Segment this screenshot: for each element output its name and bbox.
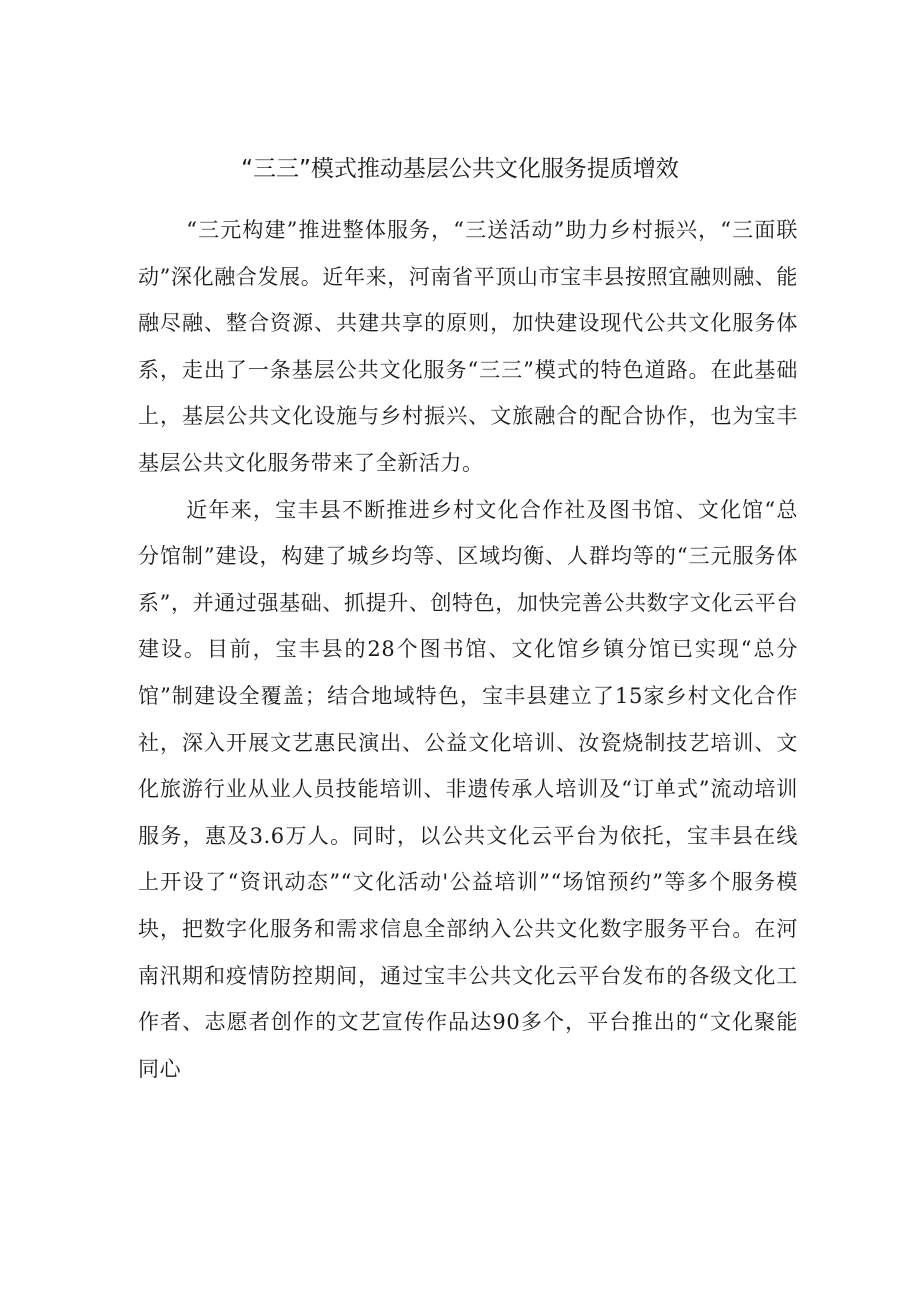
document-body: [138, 207, 798, 1092]
document-title: “三三”模式推动基层公共文化服务提质增效: [241, 156, 679, 183]
paragraph-2: 近年来，宝丰县不断推进乡村文化合作社及图书馆、文化馆“总分馆制”建设，构建了城乡均等、区域均衡、人群均等的“三元服务体系”，并通过强基础、抓提升、创特色，加快完善公共数字文化云平台建设。目前，宝丰县的28个图书馆、文化馆乡镇分馆已实现“总分馆”制建设全覆盖；结合地域特色，宝丰县建立了15家乡村文化合作社，深入开展文艺惠民演出、公益文化培训、汝瓷烧制技艺培训、文化旅游行业从业人员技能培训、非遗传承人培训及“订单式”流动培训服务，惠及3.6万人。同时，以公共文化云平台为依托，宝丰县在线上开设了“资讯动态”“文化活动'公益培训”“场馆预约”等多个服务模块，把数字化服务和需求信息全部纳入公共文化数字服务平台。在河南汛期和疫情防控期间，通过宝丰公共文化云平台发布的各级文化工作者、志愿者创作的文艺宣传作品达90多个，平台推出的“文化聚能同心: [138, 497, 798, 1081]
paragraph-1: “三元构建”推进整体服务，“三送活动”助力乡村振兴，“三面联动”深化融合发展。近年来，河南省平顶山市宝丰县按照宜融则融、能融尽融、整合资源、共建共享的原则，加快建设现代公共文化服务体系，走出了一条基层公共文化服务“三三”模式的特色道路。在此基础上，基层公共文化设施与乡村振兴、文旅融合的配合协作，也为宝丰基层公共文化服务带来了全新活力。: [138, 218, 798, 475]
